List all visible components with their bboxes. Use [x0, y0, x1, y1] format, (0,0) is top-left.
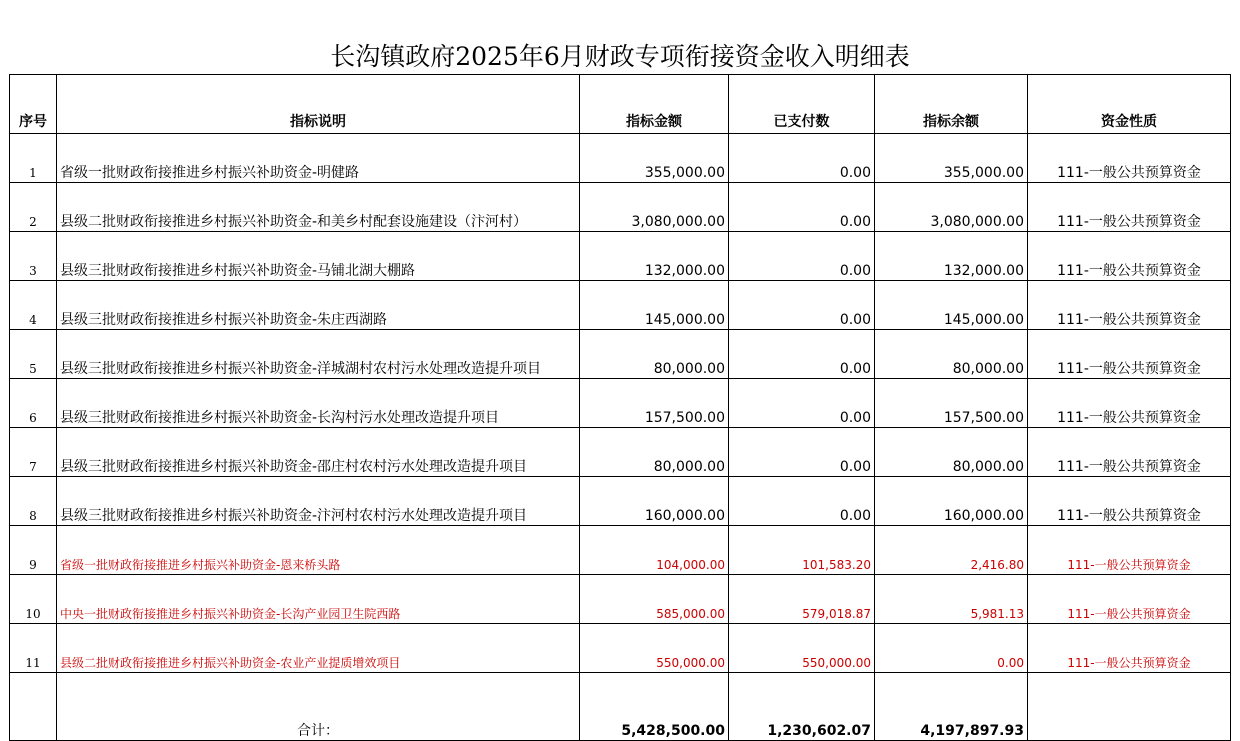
row-amount: 104,000.00 [580, 526, 729, 575]
row-description: 省级一批财政衔接推进乡村振兴补助资金-明健路 [57, 134, 580, 183]
row-amount: 132,000.00 [580, 232, 729, 281]
row-description: 县级三批财政衔接推进乡村振兴补助资金-汴河村农村污水处理改造提升项目 [57, 477, 580, 526]
table-row [10, 281, 1231, 330]
header-paid: 已支付数 [729, 75, 875, 134]
header-amount: 指标金额 [580, 75, 729, 134]
row-balance: 145,000.00 [875, 281, 1028, 330]
row-description: 省级一批财政衔接推进乡村振兴补助资金-恩来桥头路 [57, 526, 580, 575]
row-index: 6 [10, 379, 57, 428]
total-paid: 1,230,602.07 [729, 673, 875, 741]
income-detail-table [9, 74, 1231, 741]
header-description: 指标说明 [57, 75, 580, 134]
row-description: 县级三批财政衔接推进乡村振兴补助资金-长沟村污水处理改造提升项目 [57, 379, 580, 428]
row-amount: 355,000.00 [580, 134, 729, 183]
row-nature: 111-一般公共预算资金 [1028, 575, 1231, 624]
row-balance: 80,000.00 [875, 330, 1028, 379]
row-paid: 0.00 [729, 281, 875, 330]
row-amount: 3,080,000.00 [580, 183, 729, 232]
page-title: 长沟镇政府2025年6月财政专项衔接资金收入明细表 [330, 42, 910, 71]
row-balance: 3,080,000.00 [875, 183, 1028, 232]
row-balance: 132,000.00 [875, 232, 1028, 281]
row-balance: 80,000.00 [875, 428, 1028, 477]
row-paid: 550,000.00 [729, 624, 875, 673]
total-index-cell [10, 673, 57, 741]
row-description: 县级三批财政衔接推进乡村振兴补助资金-洋城湖村农村污水处理改造提升项目 [57, 330, 580, 379]
row-nature: 111-一般公共预算资金 [1028, 134, 1231, 183]
row-index: 3 [10, 232, 57, 281]
row-paid: 0.00 [729, 477, 875, 526]
header-index: 序号 [10, 75, 57, 134]
row-paid: 0.00 [729, 134, 875, 183]
total-label: 合计： [57, 673, 580, 741]
row-index: 2 [10, 183, 57, 232]
row-amount: 550,000.00 [580, 624, 729, 673]
table-row [10, 624, 1231, 673]
row-index: 10 [10, 575, 57, 624]
row-paid: 0.00 [729, 379, 875, 428]
row-balance: 160,000.00 [875, 477, 1028, 526]
row-nature: 111-一般公共预算资金 [1028, 477, 1231, 526]
row-nature: 111-一般公共预算资金 [1028, 428, 1231, 477]
total-amount: 5,428,500.00 [580, 673, 729, 741]
row-index: 8 [10, 477, 57, 526]
row-nature: 111-一般公共预算资金 [1028, 526, 1231, 575]
total-nature-cell [1028, 673, 1231, 741]
row-amount: 145,000.00 [580, 281, 729, 330]
table-row [10, 575, 1231, 624]
row-amount: 80,000.00 [580, 428, 729, 477]
row-index: 4 [10, 281, 57, 330]
row-index: 9 [10, 526, 57, 575]
row-index: 7 [10, 428, 57, 477]
row-index: 1 [10, 134, 57, 183]
table-row [10, 428, 1231, 477]
row-paid: 0.00 [729, 428, 875, 477]
row-paid: 579,018.87 [729, 575, 875, 624]
row-nature: 111-一般公共预算资金 [1028, 183, 1231, 232]
row-nature: 111-一般公共预算资金 [1028, 232, 1231, 281]
row-description: 县级三批财政衔接推进乡村振兴补助资金-马铺北湖大棚路 [57, 232, 580, 281]
row-description: 县级三批财政衔接推进乡村振兴补助资金-邵庄村农村污水处理改造提升项目 [57, 428, 580, 477]
header-balance: 指标余额 [875, 75, 1028, 134]
row-balance: 5,981.13 [875, 575, 1028, 624]
row-balance: 157,500.00 [875, 379, 1028, 428]
table-row [10, 134, 1231, 183]
row-nature: 111-一般公共预算资金 [1028, 624, 1231, 673]
row-paid: 101,583.20 [729, 526, 875, 575]
row-nature: 111-一般公共预算资金 [1028, 330, 1231, 379]
table-row [10, 379, 1231, 428]
row-nature: 111-一般公共预算资金 [1028, 281, 1231, 330]
row-description: 县级二批财政衔接推进乡村振兴补助资金-和美乡村配套设施建设（汴河村） [57, 183, 580, 232]
row-balance: 2,416.80 [875, 526, 1028, 575]
row-description: 县级三批财政衔接推进乡村振兴补助资金-朱庄西湖路 [57, 281, 580, 330]
table-row [10, 526, 1231, 575]
header-nature: 资金性质 [1028, 75, 1231, 134]
row-amount: 585,000.00 [580, 575, 729, 624]
row-paid: 0.00 [729, 330, 875, 379]
row-amount: 157,500.00 [580, 379, 729, 428]
header-row [10, 75, 1231, 134]
total-row [10, 673, 1231, 741]
table-row [10, 477, 1231, 526]
table-row [10, 330, 1231, 379]
row-description: 中央一批财政衔接推进乡村振兴补助资金-长沟产业园卫生院西路 [57, 575, 580, 624]
row-balance: 355,000.00 [875, 134, 1028, 183]
row-amount: 160,000.00 [580, 477, 729, 526]
row-index: 11 [10, 624, 57, 673]
row-paid: 0.00 [729, 183, 875, 232]
row-paid: 0.00 [729, 232, 875, 281]
row-nature: 111-一般公共预算资金 [1028, 379, 1231, 428]
table-row [10, 183, 1231, 232]
row-index: 5 [10, 330, 57, 379]
row-description: 县级二批财政衔接推进乡村振兴补助资金-农业产业提质增效项目 [57, 624, 580, 673]
row-balance: 0.00 [875, 624, 1028, 673]
total-balance: 4,197,897.93 [875, 673, 1028, 741]
row-amount: 80,000.00 [580, 330, 729, 379]
table-row [10, 232, 1231, 281]
